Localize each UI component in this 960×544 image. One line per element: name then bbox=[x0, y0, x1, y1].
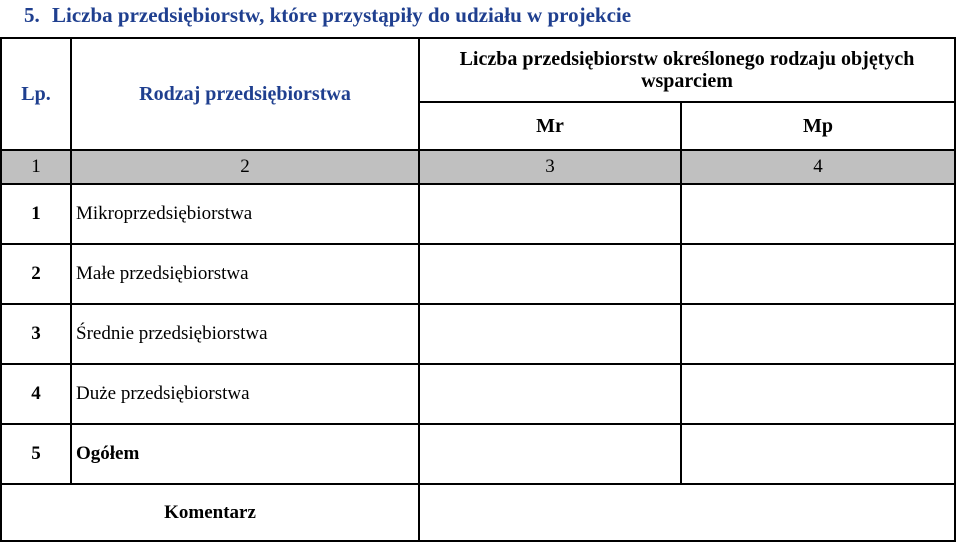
header-mp: Mp bbox=[680, 101, 956, 151]
index-cell-1: 1 bbox=[0, 149, 72, 185]
section-title-text: Liczba przedsiębiorstw, które przystąpiły do udziału w projekcie bbox=[52, 3, 632, 27]
row-rodzaj: Średnie przedsiębiorstwa bbox=[70, 303, 420, 365]
header-mr: Mr bbox=[418, 101, 682, 151]
row-rodzaj: Duże przedsiębiorstwa bbox=[70, 363, 420, 425]
header-liczba: Liczba przedsiębiorstw określonego rodzaju objętych wsparciem bbox=[418, 37, 956, 103]
section-title bbox=[0, 0, 960, 30]
section-number: 5. bbox=[24, 3, 40, 27]
header-lp: Lp. bbox=[0, 37, 72, 151]
enterprise-table bbox=[0, 37, 956, 542]
row-rodzaj: Małe przedsiębiorstwa bbox=[70, 243, 420, 305]
row-rodzaj-total: Ogółem bbox=[70, 423, 420, 485]
index-cell-2: 2 bbox=[70, 149, 420, 185]
row-lp: 3 bbox=[0, 303, 72, 365]
komentarz-input[interactable] bbox=[418, 483, 956, 542]
row-lp: 5 bbox=[0, 423, 72, 485]
row-mp-input[interactable] bbox=[680, 243, 956, 305]
header-rodzaj: Rodzaj przedsiębiorstwa bbox=[70, 37, 420, 151]
index-cell-3: 3 bbox=[418, 149, 682, 185]
row-mp-input[interactable] bbox=[680, 363, 956, 425]
row-lp: 1 bbox=[0, 183, 72, 245]
row-rodzaj: Mikroprzedsiębiorstwa bbox=[70, 183, 420, 245]
row-mp-input[interactable] bbox=[680, 423, 956, 485]
row-mp-input[interactable] bbox=[680, 183, 956, 245]
row-lp: 2 bbox=[0, 243, 72, 305]
row-mr-input[interactable] bbox=[418, 243, 682, 305]
row-mr-input[interactable] bbox=[418, 303, 682, 365]
row-mp-input[interactable] bbox=[680, 303, 956, 365]
row-lp: 4 bbox=[0, 363, 72, 425]
row-mr-input[interactable] bbox=[418, 183, 682, 245]
row-mr-input[interactable] bbox=[418, 363, 682, 425]
index-cell-4: 4 bbox=[680, 149, 956, 185]
row-mr-input[interactable] bbox=[418, 423, 682, 485]
komentarz-label: Komentarz bbox=[0, 483, 420, 542]
